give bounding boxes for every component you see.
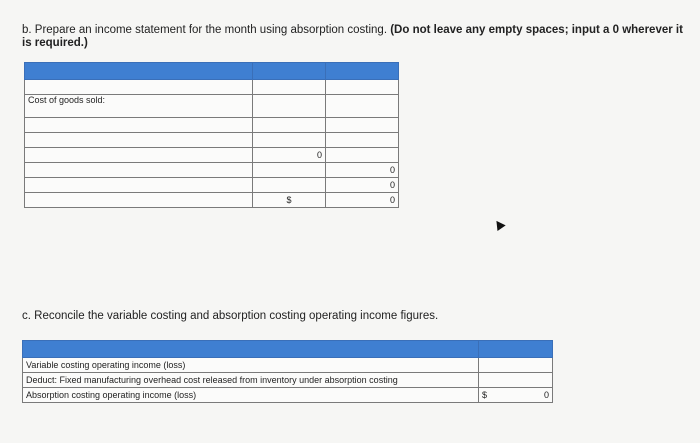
amount-input[interactable] xyxy=(253,133,326,148)
table-row xyxy=(23,358,553,373)
row-label-input[interactable] xyxy=(25,118,253,133)
amount-input[interactable] xyxy=(479,373,553,388)
currency-symbol: $ xyxy=(482,390,488,400)
part-c-title: c. Reconcile the variable costing and absorption costing operating income figures. xyxy=(22,310,439,322)
table-row xyxy=(25,178,399,193)
income-statement-table xyxy=(24,62,399,208)
header-cell xyxy=(25,63,253,80)
total-input[interactable]: 0 xyxy=(326,193,399,208)
reconcile-label: Deduct: Fixed manufacturing overhead cost released from inventory under absorption costing xyxy=(23,373,479,388)
reconcile-label: Absorption costing operating income (loss) xyxy=(23,388,479,403)
amount-input[interactable]: 0 xyxy=(326,163,399,178)
row-label-input[interactable] xyxy=(25,148,253,163)
amount-input[interactable] xyxy=(326,133,399,148)
amount-input[interactable] xyxy=(326,118,399,133)
mouse-cursor-icon xyxy=(492,218,505,231)
cost-of-goods-sold-label: Cost of goods sold: xyxy=(25,95,253,118)
table-header-row xyxy=(25,63,399,80)
row-label-input[interactable] xyxy=(25,163,253,178)
amount-input[interactable]: 0 xyxy=(253,148,326,163)
amount-input[interactable] xyxy=(479,358,553,373)
table-row xyxy=(25,95,399,118)
amount-input[interactable] xyxy=(326,80,399,95)
table-row xyxy=(25,163,399,178)
currency-symbol: $ xyxy=(253,193,326,208)
amount-input[interactable] xyxy=(326,148,399,163)
row-label-input[interactable] xyxy=(25,178,253,193)
amount-input[interactable] xyxy=(253,95,326,118)
amount-input[interactable]: 0 xyxy=(326,178,399,193)
row-label-input[interactable] xyxy=(25,133,253,148)
table-row xyxy=(23,388,553,403)
table-row xyxy=(25,193,399,208)
header-cell xyxy=(253,63,326,80)
header-cell xyxy=(326,63,399,80)
table-row xyxy=(25,148,399,163)
table-row xyxy=(25,80,399,95)
part-b-instruction-text: b. Prepare an income statement for the month using absorption costing. xyxy=(22,24,388,36)
amount-input[interactable] xyxy=(253,163,326,178)
table-header-row xyxy=(23,341,553,358)
row-label-input[interactable] xyxy=(25,193,253,208)
table-row xyxy=(23,373,553,388)
header-cell xyxy=(479,341,553,358)
amount-input[interactable] xyxy=(326,95,399,118)
reconciliation-table xyxy=(22,340,553,403)
amount-input[interactable] xyxy=(253,80,326,95)
table-row xyxy=(25,118,399,133)
amount-input[interactable] xyxy=(253,118,326,133)
amount-input[interactable] xyxy=(253,178,326,193)
total-cell xyxy=(479,388,553,403)
part-b-instruction xyxy=(22,24,692,50)
reconcile-label: Variable costing operating income (loss) xyxy=(23,358,479,373)
total-input[interactable]: 0 xyxy=(543,390,549,400)
row-label-input[interactable] xyxy=(25,80,253,95)
part-b-instruction-bold: (Do not leave any empty spaces; input a 0 wherever it is required.) xyxy=(22,24,683,49)
table-row xyxy=(25,133,399,148)
header-cell xyxy=(23,341,479,358)
